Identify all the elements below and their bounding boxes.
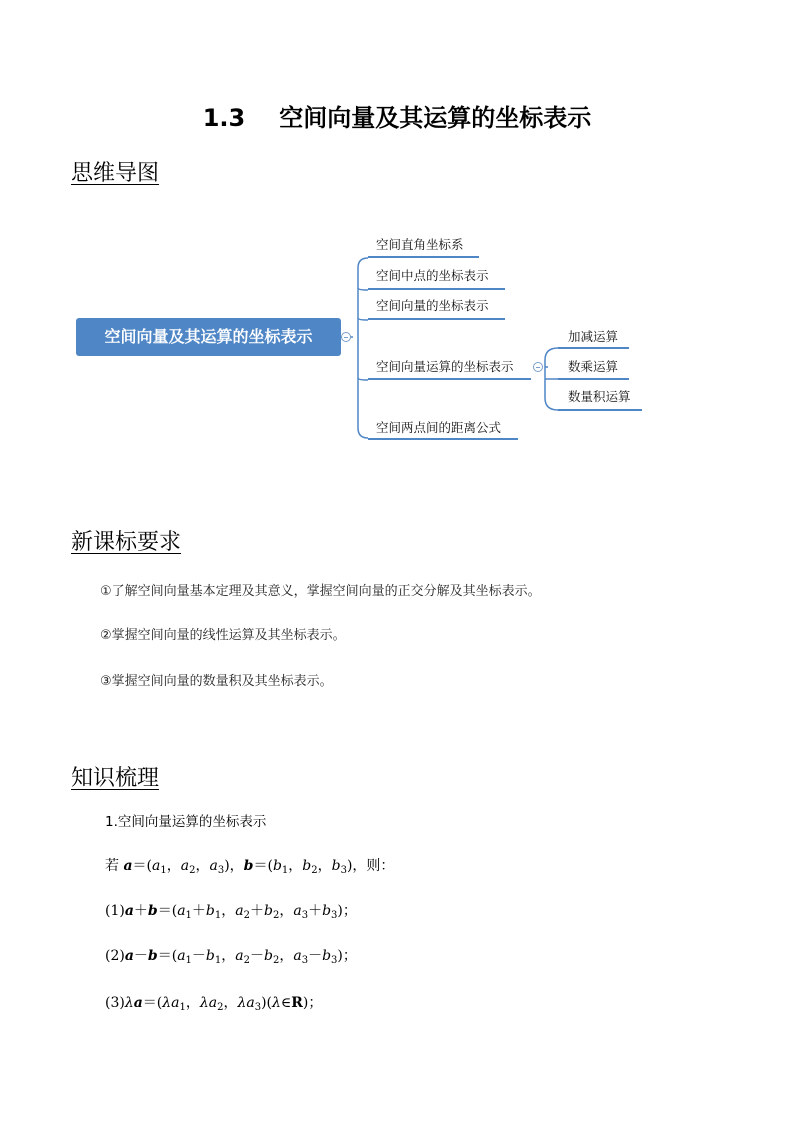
sub-branch-underline (558, 347, 629, 349)
sub-branch-dot-product[interactable]: 数量积运算 (568, 389, 631, 404)
sub-branch-underline (558, 409, 642, 411)
title-text: 空间向量及其运算的坐标表示 (279, 104, 592, 132)
sub-branch-underline (558, 378, 629, 380)
requirement-item: ②掌握空间向量的线性运算及其坐标表示。 (100, 628, 346, 643)
branch-underline (368, 256, 479, 258)
branch-distance-formula[interactable]: 空间两点间的距离公式 (376, 420, 502, 435)
formula-scalar-multiplication: $(3)\lambda a=(\lambda a_1$，$\lambda a_2$，$\lambda a_3)(\lambda\in R)$； (105, 995, 323, 1013)
branch-point-coordinates[interactable]: 空间中点的坐标表示 (376, 268, 489, 283)
sub-branch-add-subtract[interactable]: 加减运算 (568, 329, 619, 344)
mindmap-root[interactable]: 空间向量及其运算的坐标表示 (76, 318, 341, 356)
knowledge-heading: 知识梳理 (71, 766, 160, 791)
title-number: 1.3 (202, 104, 246, 132)
branch-coordinate-system[interactable]: 空间直角坐标系 (376, 237, 464, 252)
branch-vector-coordinates[interactable]: 空间向量的坐标表示 (376, 298, 489, 313)
branch-underline (368, 378, 531, 380)
sub-branch-scalar-multiply[interactable]: 数乘运算 (568, 359, 619, 374)
branch-underline (368, 318, 505, 320)
formula-subtraction: $(2)a-b=(a_1-b_1$，$a_2-b_2$，$a_3-b_3$)； (105, 948, 357, 966)
formula-addition: $(1)a+b=(a_1+b_1$，$a_2+b_2$，$a_3+b_3$)； (105, 903, 357, 921)
requirements-heading: 新课标要求 (71, 530, 182, 555)
requirement-item: ③掌握空间向量的数量积及其坐标表示。 (100, 674, 333, 689)
requirement-item: ①了解空间向量基本定理及其意义，掌握空间向量的正交分解及其坐标表示。 (100, 584, 541, 599)
mindmap-heading: 思维导图 (71, 161, 160, 186)
formula-definition: 若 $a=(a_1$，$a_2$，$a_3$)，$b=(b_1$，$b_2$，$b_3$)，则： (105, 858, 395, 876)
branch-operation-coordinates[interactable]: 空间向量运算的坐标表示 (376, 359, 514, 374)
branch-underline (368, 438, 518, 440)
collapse-icon[interactable] (533, 362, 543, 372)
collapse-icon[interactable] (341, 332, 351, 342)
branch-underline (368, 288, 505, 290)
knowledge-item-title: 1.空间向量运算的坐标表示 (105, 814, 267, 830)
